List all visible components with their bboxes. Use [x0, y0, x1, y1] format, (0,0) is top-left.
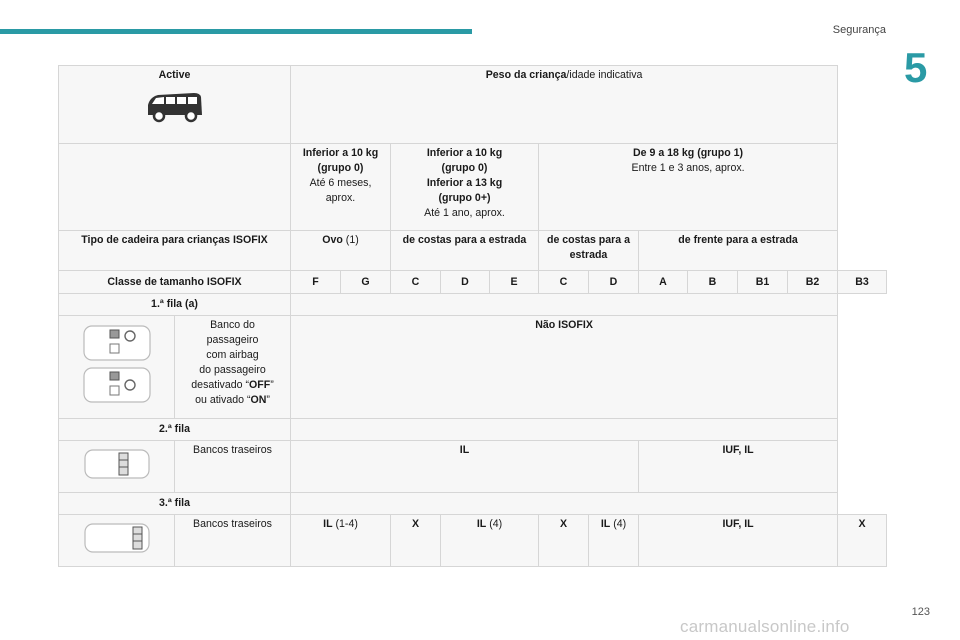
- airbag-on-label: ON: [250, 394, 267, 406]
- seat-line: com airbag: [206, 349, 259, 361]
- rear-facing-cell: [391, 231, 539, 271]
- group-0plus-cell: [391, 144, 539, 231]
- size-class-value: B2: [805, 275, 820, 288]
- size-class-value: C: [411, 275, 420, 288]
- active-label: Active: [158, 69, 191, 81]
- x-value: X: [858, 518, 866, 530]
- seat-type-label: Tipo de cadeira para crianças ISOFIX: [81, 234, 268, 246]
- size-class-cell: [788, 271, 838, 294]
- seat-line: do passageiro: [199, 364, 266, 376]
- quote-close: ”: [270, 379, 274, 391]
- size-class-cell: [639, 271, 688, 294]
- non-isofix-label: Não ISOFIX: [535, 319, 593, 331]
- il-note: (4): [610, 518, 627, 530]
- seat-type-label-cell: [59, 231, 291, 271]
- size-class-value: D: [461, 275, 469, 288]
- row-2-label-cell: [59, 419, 291, 441]
- row-3-label-cell: [59, 493, 291, 515]
- group-0-weight: Inferior a 10 kg: [302, 147, 379, 159]
- seat-line: passageiro: [206, 334, 259, 346]
- third-row-seat-diagram: [82, 521, 152, 555]
- row-3-x-cell: [391, 515, 441, 567]
- chapter-number: 5: [904, 44, 928, 91]
- ovo-cell: [291, 231, 391, 271]
- group-0-name: (grupo 0): [317, 162, 364, 174]
- size-class-value: B1: [755, 275, 770, 288]
- non-isofix-cell: [291, 316, 838, 419]
- x-value: X: [559, 518, 568, 530]
- size-class-cell: [291, 271, 341, 294]
- row-3-iuf-cell: [639, 515, 838, 567]
- group-1-cell: [539, 144, 838, 231]
- rear-seats-label: Bancos traseiros: [193, 444, 272, 456]
- empty-cell: [291, 294, 838, 316]
- group-0-age: Até 6 meses,: [309, 177, 372, 189]
- size-class-label: Classe de tamanho ISOFIX: [107, 275, 242, 288]
- size-class-value: A: [659, 275, 667, 288]
- group-1-age: Entre 1 e 3 anos, aprox.: [631, 162, 745, 174]
- size-class-value: D: [609, 275, 618, 288]
- row-2-diagram-cell: [59, 441, 175, 493]
- row-3-x-cell: [539, 515, 589, 567]
- seat-line: ou ativado “: [195, 394, 251, 406]
- row-3-diagram-cell: [59, 515, 175, 567]
- size-class-cell: [391, 271, 441, 294]
- group-0plus-name-b: (grupo 0+): [438, 192, 491, 204]
- quote-close: ”: [266, 394, 270, 406]
- group-0plus-age: Até 1 ano, aprox.: [424, 207, 505, 219]
- weight-subtitle: /idade indicativa: [566, 69, 643, 81]
- group-0plus-weight-b: Inferior a 13 kg: [426, 177, 503, 189]
- size-class-cell: [341, 271, 391, 294]
- row-1-seat-cell: [175, 316, 291, 419]
- size-class-cell: [441, 271, 490, 294]
- row-1-diagram-cell: [59, 316, 175, 419]
- x-value: X: [411, 518, 420, 530]
- il-value: IL: [323, 518, 333, 530]
- van-icon: [144, 89, 206, 123]
- group-1-weight: De 9 a 18 kg (grupo 1): [633, 147, 744, 159]
- rear-seats-label: Bancos traseiros: [193, 518, 272, 530]
- il-note: (1-4): [332, 518, 358, 530]
- watermark: carmanualsonline.info: [680, 617, 850, 636]
- seat-line: desativado “: [191, 379, 249, 391]
- size-class-cell: [838, 271, 887, 294]
- forward-facing-label: de frente para a estrada: [678, 234, 798, 246]
- size-class-cell: [738, 271, 788, 294]
- empty-cell: [291, 419, 838, 441]
- row-1-label-cell: [59, 294, 291, 316]
- il-value: IL: [600, 518, 611, 530]
- size-class-row: [59, 271, 887, 294]
- row-2-il-cell: [291, 441, 639, 493]
- size-class-value: B3: [855, 275, 869, 288]
- group-0plus-name-a: (grupo 0): [441, 162, 488, 174]
- iuf-il-value: IUF, IL: [722, 444, 754, 456]
- group-0plus-weight-a: Inferior a 10 kg: [426, 147, 503, 159]
- size-class-cell: [589, 271, 639, 294]
- row-3-x-cell: [838, 515, 887, 567]
- top-accent-bar: [0, 29, 472, 34]
- size-class-cell: [539, 271, 589, 294]
- row-2-iuf-cell: [639, 441, 838, 493]
- row-3-label: 3.ª fila: [158, 497, 190, 509]
- active-cell: [59, 66, 291, 144]
- il-value: IL: [459, 444, 470, 456]
- empty-cell: [291, 493, 838, 515]
- weight-title-cell: [291, 66, 838, 144]
- row-3-il-cell: [589, 515, 639, 567]
- section-title: Segurança: [832, 24, 886, 36]
- rear-facing-2-label: de costas para a estrada: [546, 234, 631, 261]
- row-3-seat-cell: [175, 515, 291, 567]
- rear-facing-label: de costas para a estrada: [402, 234, 527, 246]
- front-seat-diagram: [80, 322, 154, 408]
- size-class-value: G: [361, 275, 370, 288]
- size-class-value: C: [559, 275, 568, 288]
- isofix-table: [58, 65, 887, 567]
- rear-facing-2-cell: [539, 231, 639, 271]
- ovo-note: (1): [342, 234, 359, 246]
- row-2-label: 2.ª fila: [158, 423, 190, 435]
- row-3-il-cell: [291, 515, 391, 567]
- size-class-value: E: [510, 275, 518, 288]
- il-note: (4): [486, 518, 503, 530]
- il-value: IL: [476, 518, 487, 530]
- row-2-seat-cell: [175, 441, 291, 493]
- page-number: 123: [911, 606, 930, 618]
- size-class-value: F: [312, 275, 319, 288]
- size-class-value: B: [708, 275, 717, 288]
- airbag-off-label: OFF: [249, 379, 271, 391]
- forward-facing-cell: [639, 231, 838, 271]
- size-class-cell: [490, 271, 539, 294]
- size-class-cell: [688, 271, 738, 294]
- size-class-label-cell: [59, 271, 291, 294]
- rear-seat-diagram: [82, 447, 152, 481]
- group-0-age-approx: aprox.: [325, 192, 356, 204]
- empty-cell: [59, 144, 291, 231]
- seat-line: Banco do: [210, 319, 255, 331]
- iuf-il-value: IUF, IL: [722, 518, 754, 530]
- row-1-label: 1.ª fila (a): [151, 298, 198, 310]
- group-0-cell: [291, 144, 391, 231]
- row-3-il-cell: [441, 515, 539, 567]
- ovo-label: Ovo: [322, 234, 343, 246]
- weight-title: Peso da criança: [485, 69, 567, 81]
